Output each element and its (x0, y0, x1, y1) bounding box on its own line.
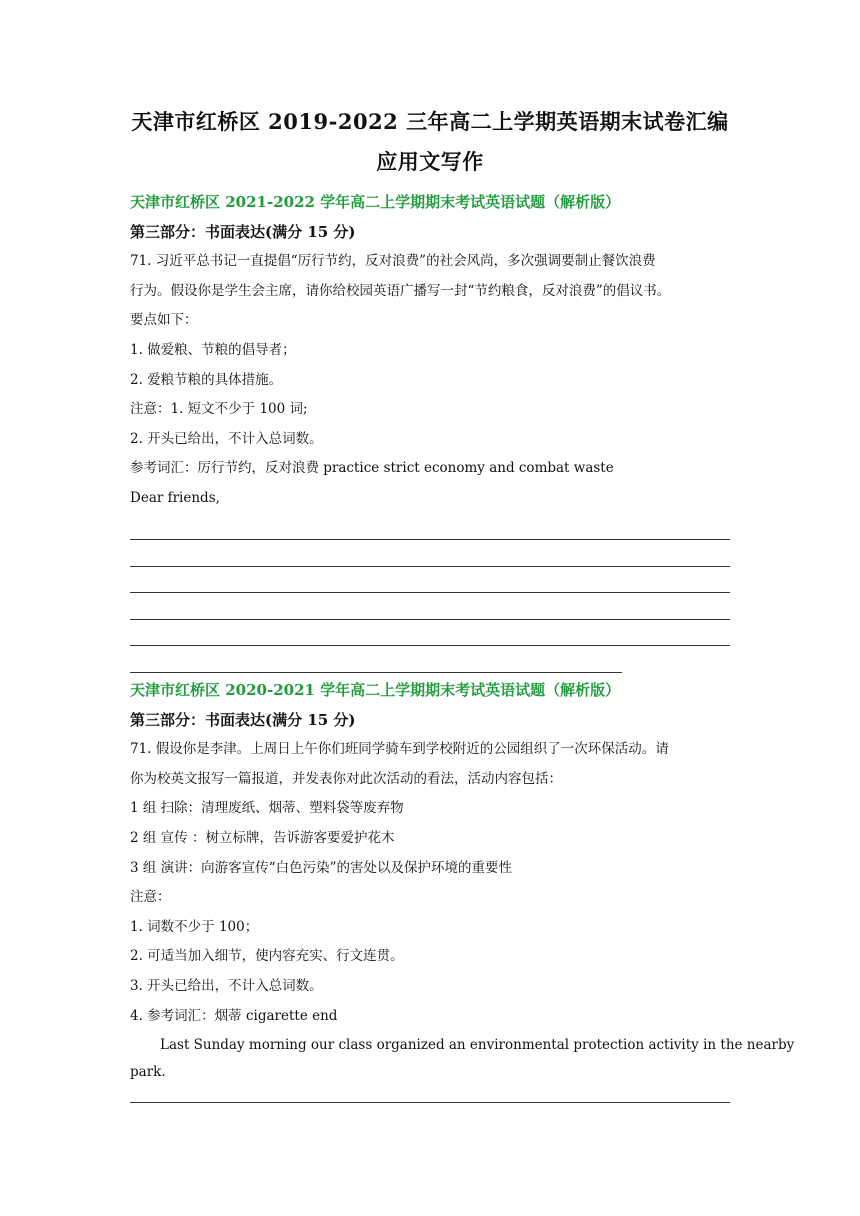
question-line: 71. 习近平总书记一直提倡“厉行节约，反对浪费”的社会风尚，多次强调要制止餐饮浪费 (130, 253, 656, 270)
section-heading: 天津市红桥区 2021-2022 学年高二上学期期末考试英语试题（解析版） (130, 193, 621, 211)
note-item: 2. 可适当加入细节，使内容充实、行文连贯。 (130, 948, 404, 965)
answer-line[interactable] (130, 540, 730, 567)
question-line: 行为。假设你是学生会主席，请你给校园英语广播写一封“节约粮食，反对浪费”的倡议书。 (130, 282, 671, 299)
question-line: 要点如下： (130, 312, 198, 329)
answer-line[interactable] (130, 593, 730, 620)
group-item: 2 组 宣传 ：树立标牌，告诉游客要爱护花木 (130, 829, 395, 846)
point-item: 1. 做爱粮、节粮的倡导者； (130, 341, 296, 358)
point-item: 2. 爱粮节粮的具体措施。 (130, 371, 283, 388)
note-item: 1. 词数不少于 100； (130, 918, 259, 935)
document-subtitle: 应用文写作 (376, 149, 484, 174)
answer-line[interactable] (130, 514, 730, 541)
part-heading: 第三部分：书面表达(满分 15 分) (130, 222, 356, 241)
question-line: 你为校英文报写一篇报道，并发表你对此次活动的看法，活动内容包括： (130, 770, 562, 787)
passage-opening: Last Sunday morning our class organized an environmental protection activity in the nearby (160, 1037, 795, 1054)
document-title: 天津市红桥区 2019-2022 三年高二上学期英语期末试卷汇编 (131, 109, 729, 134)
note-item: 3. 开头已给出，不计入总词数。 (130, 977, 323, 994)
answer-line[interactable] (130, 620, 730, 647)
group-item: 1 组 扫除：清理废纸、烟蒂、塑料袋等废弃物 (130, 800, 404, 817)
part-heading: 第三部分：书面表达(满分 15 分) (130, 710, 356, 729)
group-item: 3 组 演讲：向游客宣传“白色污染”的害处以及保护环境的重要性 (130, 859, 512, 876)
note-heading: 注意： (130, 889, 171, 906)
section-2021-2022 (130, 188, 730, 673)
answer-line[interactable] (130, 1083, 730, 1103)
section-2020-2021 (130, 676, 795, 1103)
answer-line-short[interactable] (130, 646, 622, 673)
passage-opening-cont: park. (130, 1063, 166, 1080)
salutation: Dear friends, (130, 489, 220, 506)
note-line: 注意：1. 短文不少于 100 词; (130, 401, 308, 418)
question-line: 71. 假设你是李津。上周日上午你们班同学骑车到学校附近的公园组织了一次环保活动。请 (130, 741, 669, 758)
section-heading: 天津市红桥区 2020-2021 学年高二上学期期末考试英语试题（解析版） (130, 681, 621, 699)
vocabulary-line: 参考词汇：厉行节约，反对浪费 practice strict economy and combat waste (130, 460, 614, 477)
note-line: 2. 开头已给出，不计入总词数。 (130, 430, 323, 447)
vocabulary-line: 4. 参考词汇：烟蒂 cigarette end (130, 1007, 338, 1024)
answer-line[interactable] (130, 567, 730, 594)
